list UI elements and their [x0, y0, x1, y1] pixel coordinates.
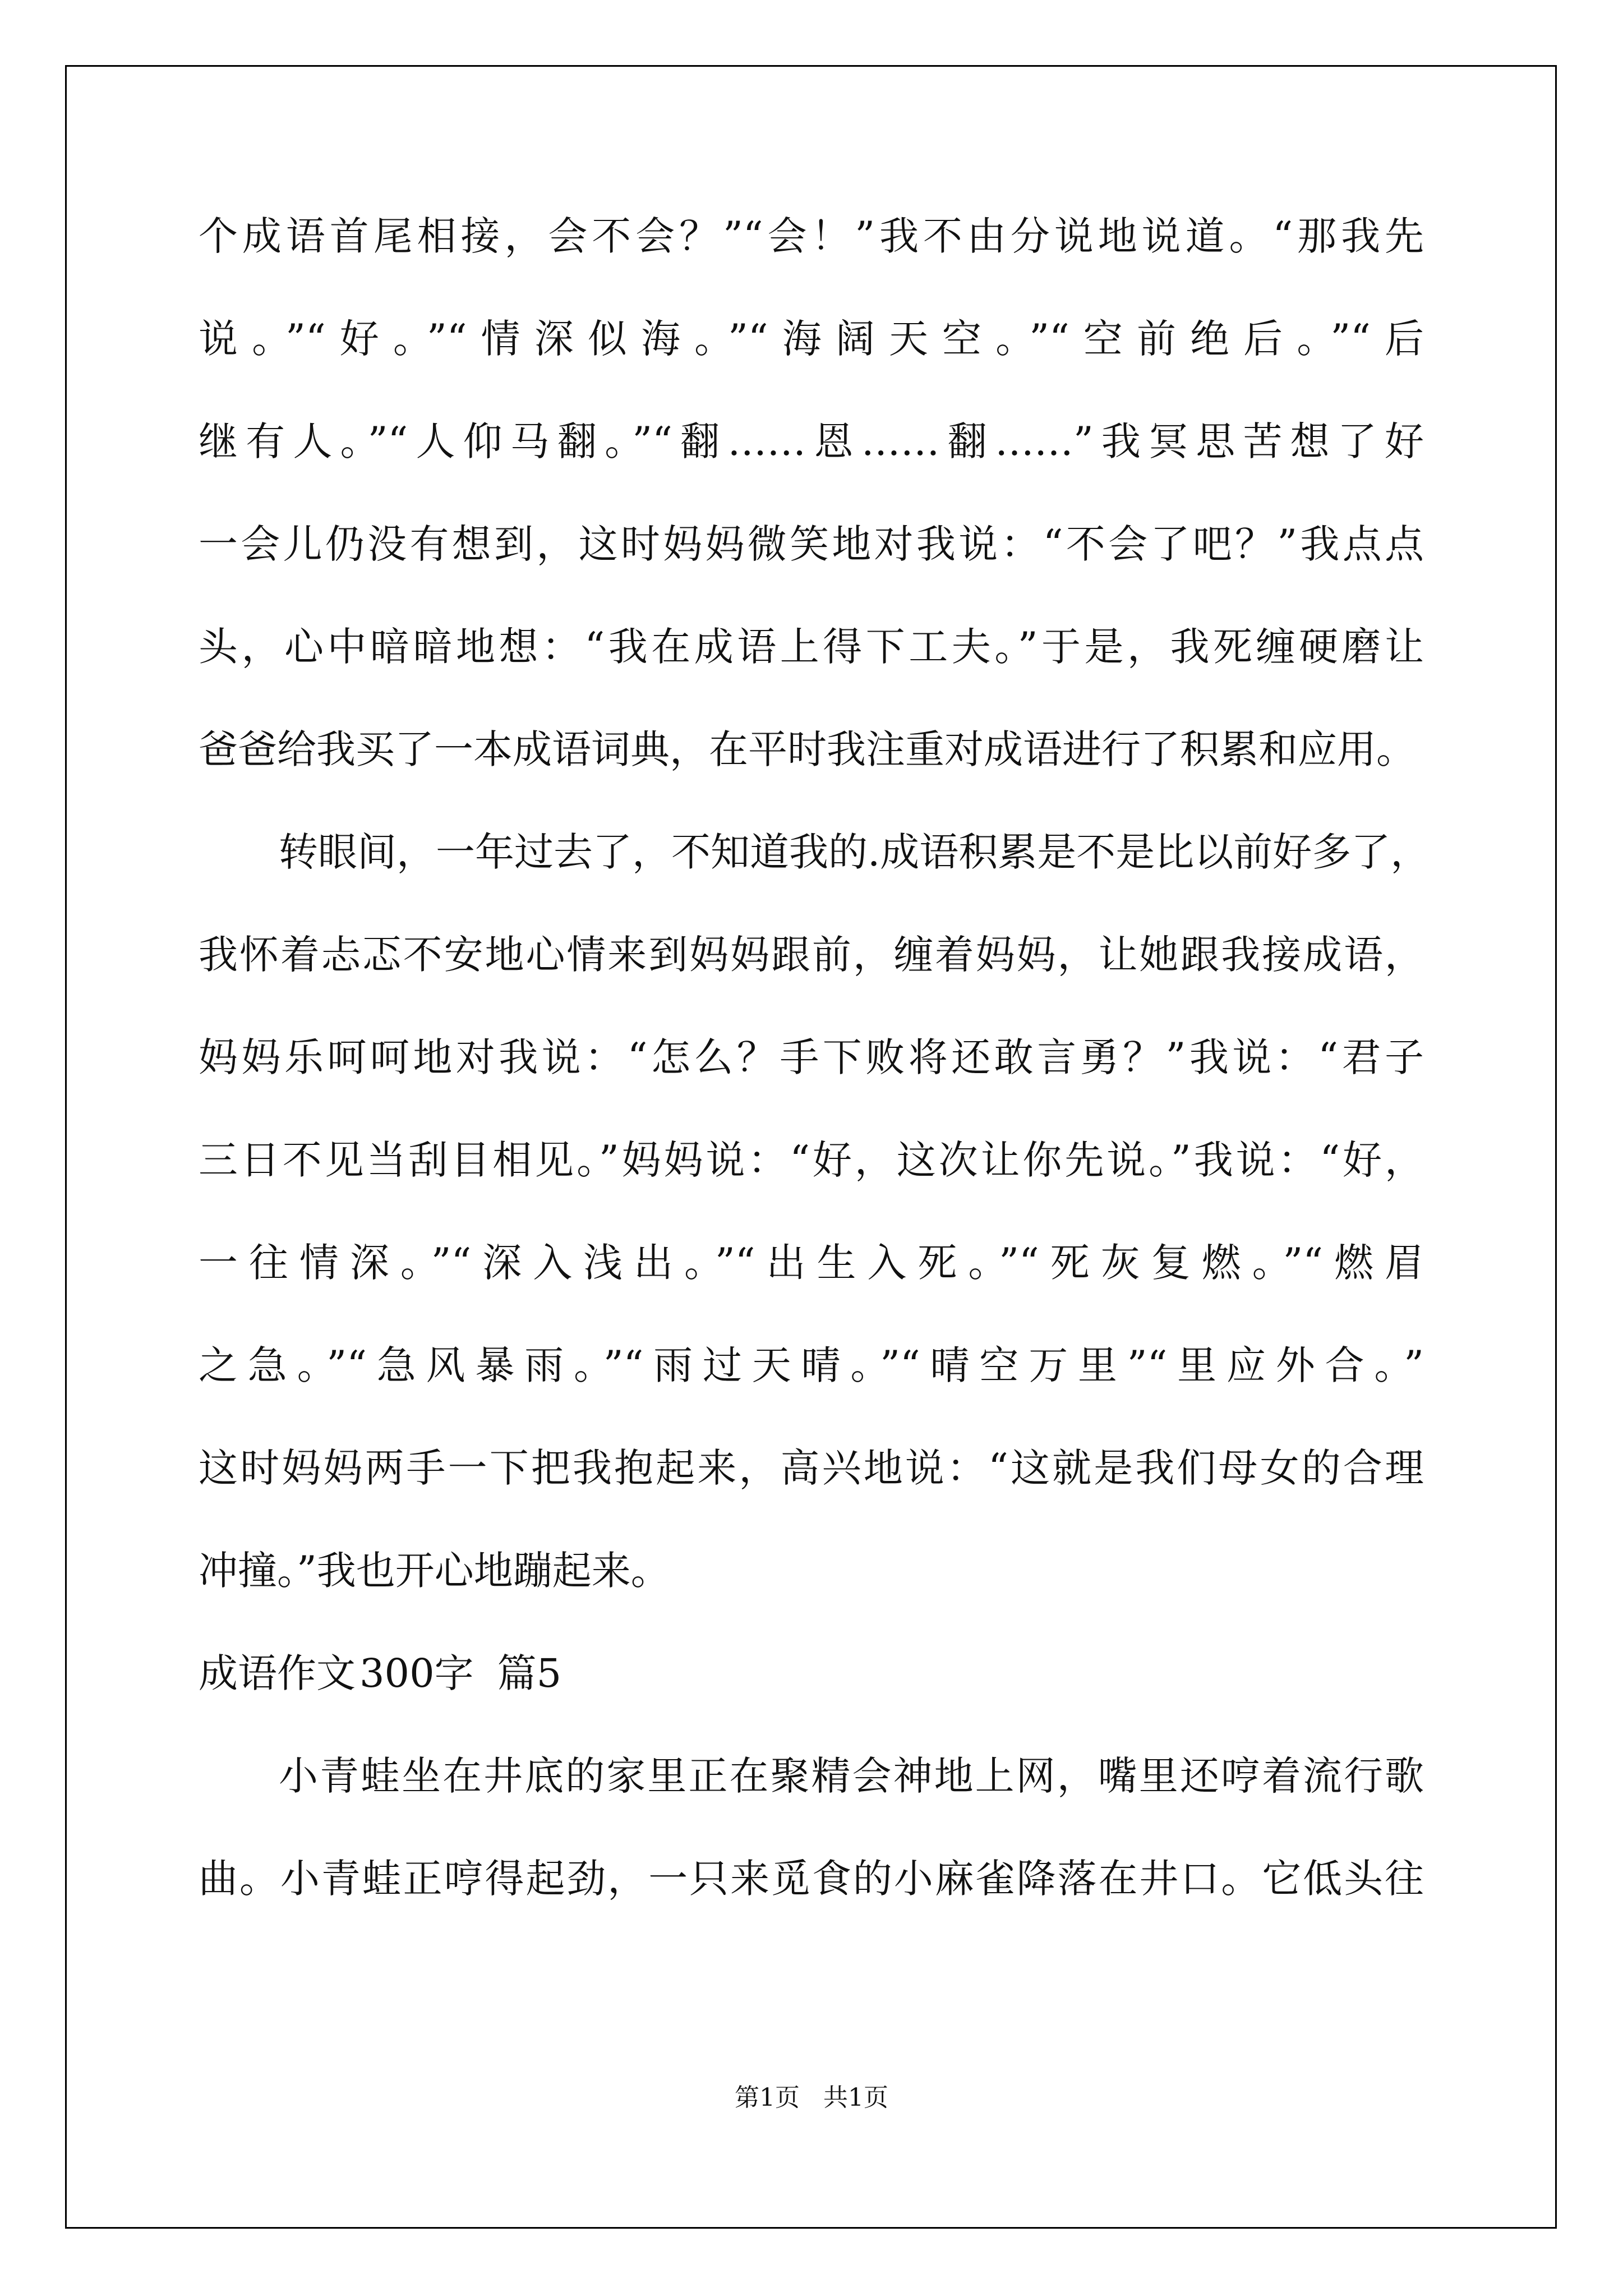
- heading-part: 篇5: [497, 1650, 562, 1696]
- text-line: 一往情深。”“深入浅出。”“出生入死。”“死灰复燃。”“燃眉: [199, 1240, 1424, 1286]
- text-line: 冲撞。”我也开心地蹦起来。: [199, 1548, 670, 1594]
- section-heading: [199, 1622, 1424, 1725]
- text-line: 转眼间，一年过去了，不知道我的.成语积累是不是比以前好多了，: [279, 829, 1430, 875]
- heading-title: 成语作文: [199, 1650, 356, 1696]
- paragraph-3: [199, 1725, 1424, 1930]
- text-line: 说。”“好。”“情深似海。”“海阔天空。”“空前绝后。”“后: [199, 316, 1424, 362]
- text-line: 个成语首尾相接，会不会？”“会！”我不由分说地说道。“那我先: [199, 213, 1424, 259]
- text-line: 头，心中暗暗地想：“我在成语上得下工夫。”于是，我死缠硬磨让: [199, 624, 1424, 670]
- text-line: 我怀着忐忑不安地心情来到妈妈跟前，缠着妈妈，让她跟我接成语，: [199, 932, 1424, 978]
- text-line: 一会儿仍没有想到，这时妈妈微笑地对我说：“不会了吧？”我点点: [199, 521, 1424, 567]
- text-line: 之急。”“急风暴雨。”“雨过天晴。”“晴空万里”“里应外合。”: [199, 1342, 1424, 1388]
- page-footer: 第1页 共1页: [735, 2083, 888, 2112]
- text-line: 妈妈乐呵呵地对我说：“怎么？手下败将还敢言勇？”我说：“君子: [199, 1034, 1424, 1080]
- paragraph-2: [199, 801, 1430, 1622]
- paragraph-1: [199, 185, 1424, 801]
- text-line: 三日不见当刮目相见。”妈妈说：“好，这次让你先说。”我说：“好，: [199, 1137, 1424, 1183]
- document-body: [199, 185, 1430, 1930]
- text-line: 曲。小青蛙正哼得起劲，一只来觅食的小麻雀降落在井口。它低头往: [199, 1856, 1424, 1902]
- heading-count: 300字: [359, 1650, 474, 1696]
- text-line: 小青蛙坐在井底的家里正在聚精会神地上网，嘴里还哼着流行歌: [279, 1753, 1424, 1799]
- text-line: 爸爸给我买了一本成语词典，在平时我注重对成语进行了积累和应用。: [199, 726, 1415, 772]
- text-line: 这时妈妈两手一下把我抱起来，高兴地说：“这就是我们母女的合理: [199, 1445, 1424, 1491]
- text-line: 继有人。”“人仰马翻。”“翻……恩……翻……”我冥思苦想了好: [199, 418, 1424, 464]
